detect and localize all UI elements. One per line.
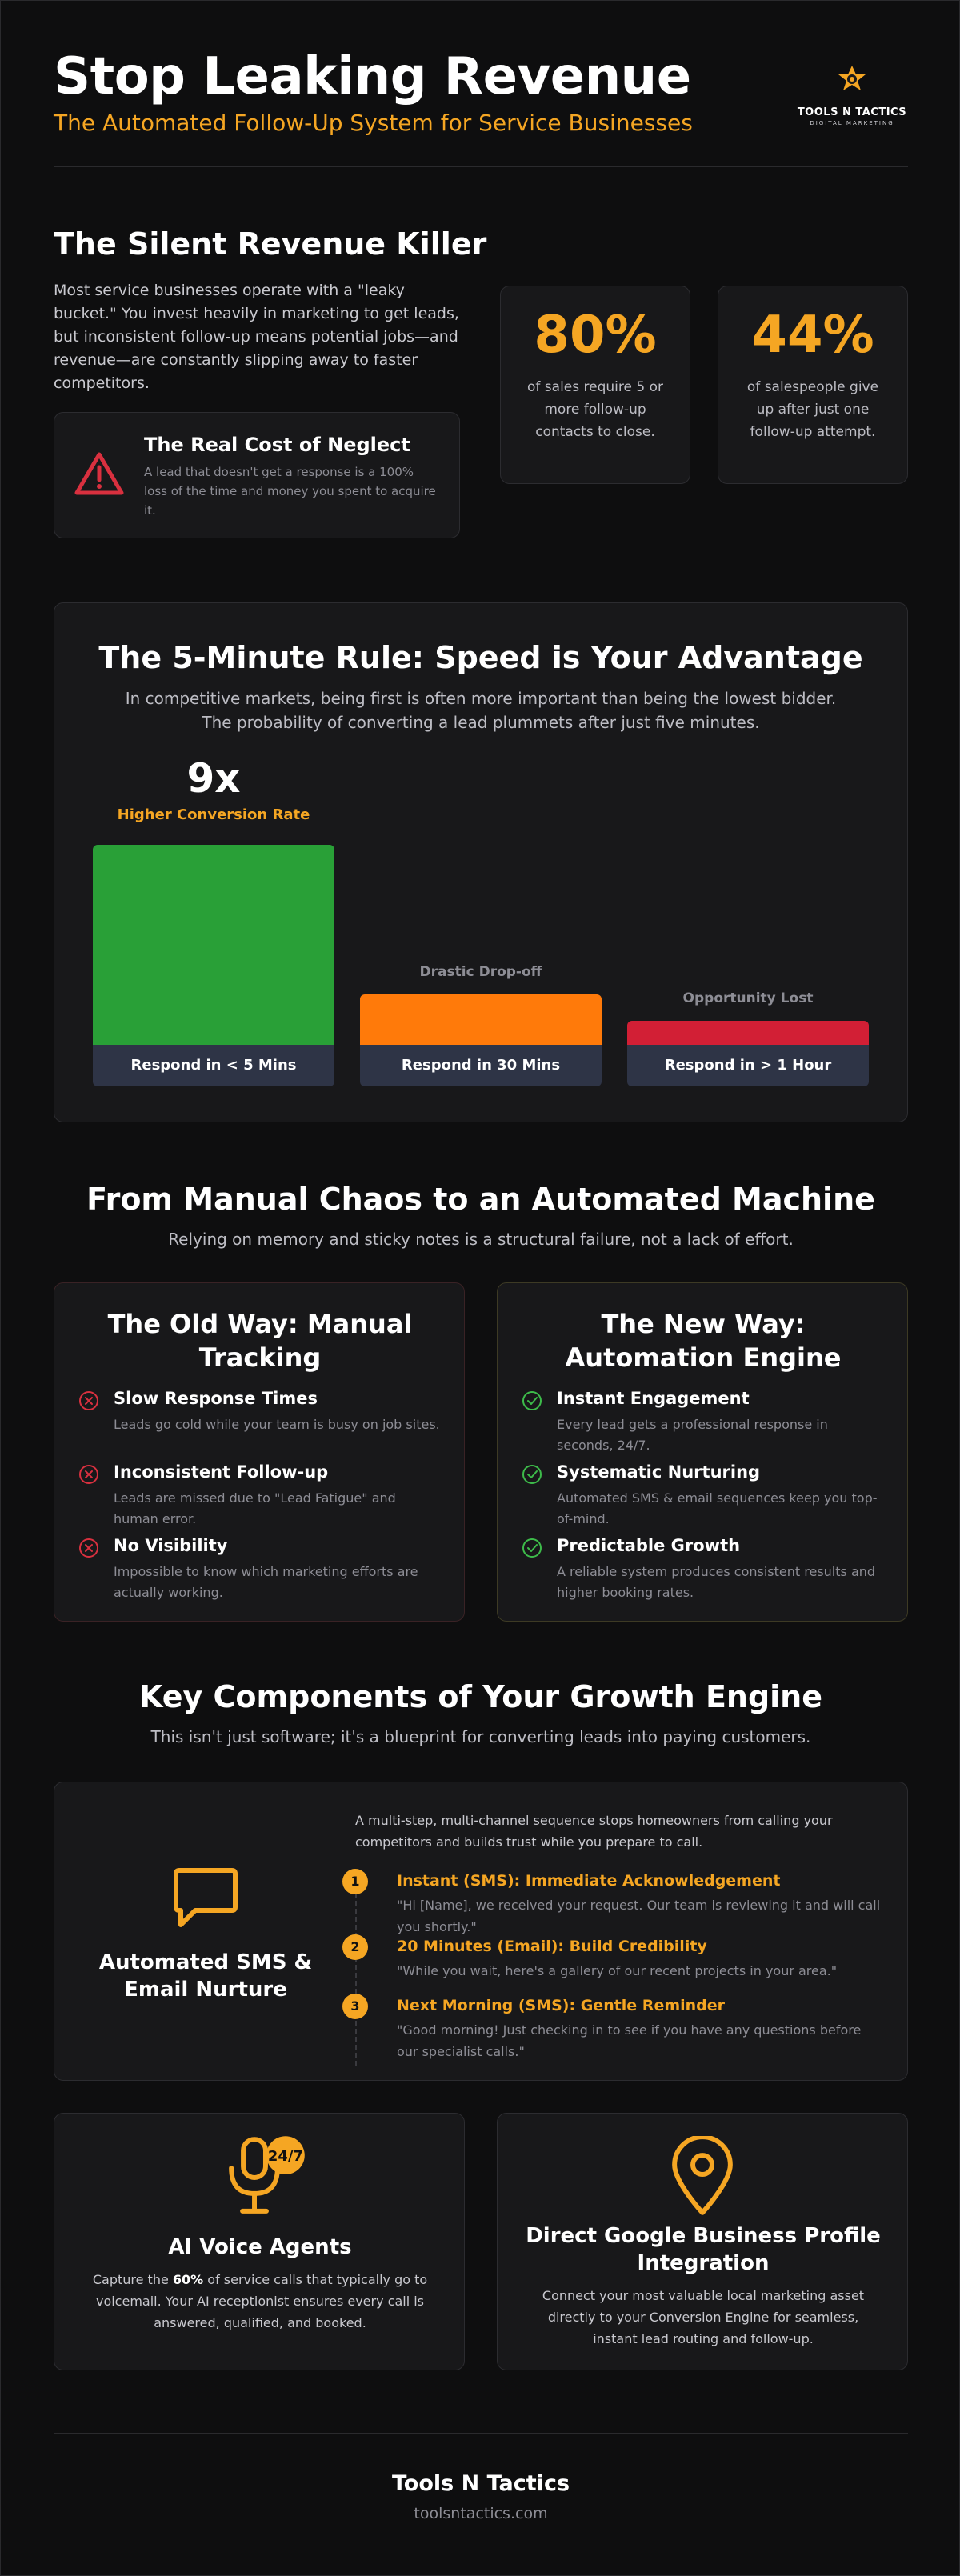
way-item-title: Systematic Nurturing [557,1462,761,1482]
step-text: "Good morning! Just checking in to see if you have any questions before our specialist calls." [397,2022,862,2059]
x-circle-icon [78,1390,99,1411]
rule-title: The 5-Minute Rule: Speed is Your Advantage [98,640,863,675]
step-text: "While you wait, here's a gallery of our recent projects in your area." [397,1963,838,1978]
bar-fill [93,845,334,1045]
old-way-item [78,1389,442,1453]
neglect-card [54,412,460,538]
voice-text-after: of service calls that typically go to voicemail. Your AI receptionist ensures every call is answered, qualified, and booked. [95,2272,428,2330]
check-circle-icon [522,1464,542,1485]
way-item-text: Every lead gets a professional response in seconds, 24/7. [557,1417,828,1453]
new-way-item [522,1536,885,1600]
chaos-subtitle: Relying on memory and sticky notes is a structural failure, not a lack of effort. [168,1230,794,1249]
rule-subtitle-line: The probability of converting a lead plummets after just five minutes. [202,713,760,732]
response-bar-under-5 [93,755,334,1086]
step-title: Next Morning (SMS): Gentle Reminder [397,1997,726,2014]
nurture-intro: A multi-step, multi-channel sequence stops homeowners from calling your competitors and builds trust while you prepare to call. [355,1813,833,1850]
page-title: Stop Leaking Revenue [54,47,691,106]
step-text: "Hi [Name], we received your request. Our team is reviewing it and will call you shortly." [397,1898,881,1934]
components-title: Key Components of Your Growth Engine [138,1679,823,1714]
stat-value: 80% [534,306,657,365]
footer-divider [54,2433,908,2434]
stat-card [500,286,690,484]
way-item-title: Predictable Growth [557,1536,741,1555]
step-title: Instant (SMS): Immediate Acknowledgement [397,1872,781,1890]
new-way-card [497,1282,908,1622]
bar-fill [627,1021,869,1045]
killer-body: Most service businesses operate with a "leaky bucket." You invest heavily in marketing to get leads, but inconsistent follow-up means potential jobs—and revenue—are constantly slipping away to faster competitors. [54,282,459,392]
rule-subtitle [54,686,907,734]
gbp-title: Direct Google Business Profile Integration [526,2224,881,2275]
stat-value: 44% [751,306,874,365]
bar-note: Higher Conversion Rate [117,806,310,823]
warning-icon [74,450,125,498]
five-minute-rule-card [54,602,908,1122]
old-way-item [78,1536,442,1600]
way-item-title: Slow Response Times [114,1389,318,1408]
way-item-title: Inconsistent Follow-up [114,1462,329,1482]
old-way-item [78,1462,442,1526]
stat-card [718,286,908,484]
step-number: 3 [342,1994,368,2019]
microphone-icon [54,2136,464,2216]
chaos-title: From Manual Chaos to an Automated Machine [86,1182,875,1217]
bar-note: Drastic Drop-off [419,964,542,980]
bar-note: Opportunity Lost [682,990,814,1006]
ai-voice-card [54,2113,465,2370]
way-item-text: A reliable system produces consistent results and higher booking rates. [557,1564,876,1600]
check-circle-icon [522,1538,542,1558]
stat-label: of salespeople give up after just one follow-up attempt. [746,379,879,440]
gbp-text: Connect your most valuable local marketing asset directly to your Conversion Engine for seamless, instant lead routing and follow-up. [542,2288,865,2346]
x-circle-icon [78,1464,99,1485]
gear-star-logo-icon [834,63,870,98]
nurture-step [342,1934,886,1990]
way-item-text: Automated SMS & email sequences keep you top-of-mind. [557,1490,878,1526]
response-bar-over-1h [627,755,869,1086]
old-way-title: The Old Way: Manual Tracking [107,1309,413,1373]
voice-text-bold: 60% [172,2272,204,2287]
bar-fill [360,994,602,1045]
bar-label: Respond in 30 Mins [360,1045,602,1086]
header [54,47,908,167]
check-circle-icon [522,1390,542,1411]
logo-name: TOOLS N TACTICS [797,106,907,118]
way-item-title: Instant Engagement [557,1389,750,1408]
step-title: 20 Minutes (Email): Build Credibility [397,1938,707,1955]
page-subtitle: The Automated Follow-Up System for Service Businesses [54,110,693,136]
old-way-card [54,1282,465,1622]
nurture-card [54,1782,908,2081]
step-number: 2 [342,1934,368,1960]
rule-subtitle-line: In competitive markets, being first is often more important than being the lowest bidder. [125,689,837,708]
way-item-title: No Visibility [114,1536,228,1555]
gbp-card [497,2113,908,2370]
bar-label: Respond in < 5 Mins [93,1045,334,1086]
new-way-item [522,1462,885,1526]
way-item-text: Impossible to know which marketing efforts are actually working. [114,1564,418,1600]
response-bar-30 [360,755,602,1086]
voice-text-before: Capture the [92,2272,173,2287]
killer-title: The Silent Revenue Killer [54,226,487,262]
bar-label: Respond in > 1 Hour [627,1045,869,1086]
neglect-title: The Real Cost of Neglect [144,434,410,456]
logo-tagline: DIGITAL MARKETING [810,120,894,126]
stat-label: of sales require 5 or more follow-up contacts to close. [527,379,663,440]
nurture-title: Automated SMS & Email Nurture [98,1950,313,2002]
footer-brand: Tools N Tactics [391,2471,570,2496]
chat-bubble-icon [171,1866,240,1931]
map-pin-icon [498,2136,907,2216]
voice-text [86,2269,434,2334]
way-item-text: Leads are missed due to "Lead Fatigue" and human error. [114,1490,396,1526]
brand-logo[interactable] [796,63,908,126]
new-way-title: The New Way: Automation Engine [565,1309,842,1373]
bar-multiplier: 9x [186,755,241,802]
way-item-text: Leads go cold while your team is busy on job sites. [114,1417,440,1432]
neglect-text: A lead that doesn't get a response is a 100% loss of the time and money you spent to acquire it. [144,465,436,518]
footer-url[interactable]: toolsntactics.com [414,2505,548,2522]
x-circle-icon [78,1538,99,1558]
badge-247: 24/7 [267,2148,303,2166]
nurture-step [342,1994,886,2059]
components-subtitle: This isn't just software; it's a blueprint for converting leads into paying customers. [150,1727,811,1746]
voice-title: AI Voice Agents [168,2235,352,2259]
step-number: 1 [342,1869,368,1894]
new-way-item [522,1389,885,1453]
nurture-step [342,1869,886,1934]
